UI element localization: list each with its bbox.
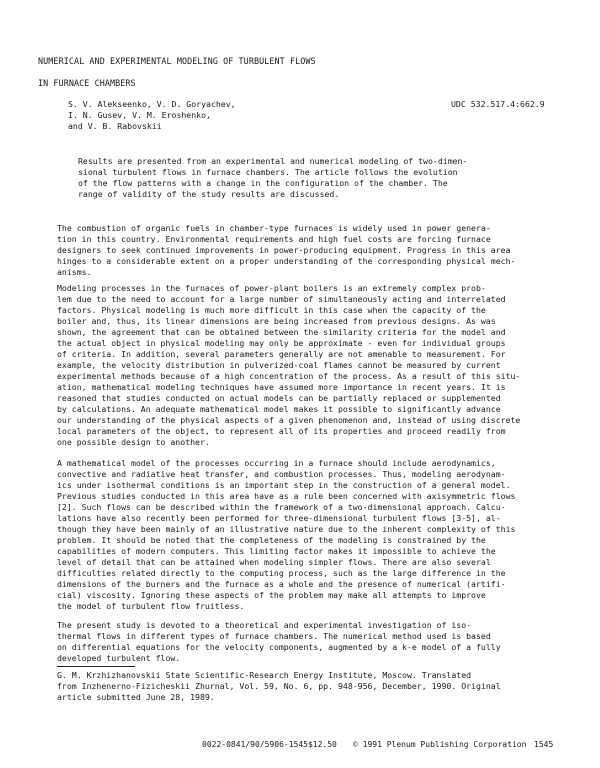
abstract	[78, 156, 467, 200]
body-line: Modeling processes in the furnaces of power-plant boilers is an extremely complex prob-	[57, 283, 486, 293]
body-line: boiler and, thus, its linear dimensions are being increased from previous designs. As was	[57, 316, 496, 326]
body-line: though they have been mainly of an illustrative nature due to the inherent complexity of this	[57, 524, 516, 534]
body-line: anisms.	[57, 267, 92, 277]
body-line: designers to seek continued improvements in power-producing equipment. Progress in this area	[57, 245, 511, 255]
abstract-line: range of validity of the study results are discussed.	[78, 189, 340, 199]
page-number: 1545	[534, 740, 554, 749]
footnote-rule	[57, 666, 135, 667]
body-line: reasoned that studies conducted on actual models can be partially replaced or supplemented	[57, 393, 501, 403]
body-line: hinges to a considerable extent on a proper understanding of the corresponding physical mech-	[57, 256, 516, 266]
body-line: thermal flows in different types of furnace chambers. The numerical method used is based	[57, 631, 491, 641]
body-line: one possible design to another.	[57, 437, 210, 447]
body-line: local parameters of the object, to represent all of its properties and proceed readily from	[57, 426, 506, 436]
article-title-line-1: NUMERICAL AND EXPERIMENTAL MODELING OF TURBULENT FLOWS	[38, 56, 316, 66]
body-line: ation, mathematical modeling techniques have assumed more importance in recent years. It is	[57, 382, 506, 392]
body-paragraph-1	[57, 223, 562, 278]
body-paragraph-2	[57, 283, 562, 448]
body-line: lem due to the need to account for a large number of simultaneously acting and interrelated	[57, 294, 506, 304]
body-line: A mathematical model of the processes occurring in a furnace should include aerodynamics,	[57, 458, 496, 468]
article-title-line-2: IN FURNACE CHAMBERS	[38, 78, 136, 88]
body-line: developed turbulent flow.	[57, 653, 181, 663]
body-paragraph-3	[57, 458, 562, 612]
body-line: lations have also recently been performed for three-dimensional turbulent flows [3-5], al-	[57, 513, 501, 523]
body-line: The combustion of organic fuels in chamber-type furnaces is widely used in power genera-	[57, 223, 491, 233]
body-line: ics under isothermal conditions is an important step in the construction of a general model.	[57, 480, 511, 490]
body-line: cial) viscosity. Ignoring these aspects of the problem may make all attempts to improve	[57, 590, 486, 600]
body-line: tion in this country. Environmental requirements and high fuel costs are forcing furnace	[57, 234, 491, 244]
body-line: The present study is devoted to a theoretical and experimental investigation of iso-	[57, 620, 472, 630]
udc-code: UDC 532.517.4:662.9	[451, 99, 545, 109]
body-line: capabilities of modern computers. This limiting factor makes it impossible to achieve the	[57, 546, 496, 556]
body-line: of criteria. In addition, several parameters generally are not amenable to measurement. For	[57, 349, 506, 359]
author-line: I. N. Gusev, V. M. Eroshenko,	[68, 110, 211, 120]
abstract-line: Results are presented from an experimental and numerical modeling of two-dimen-	[78, 156, 468, 166]
body-line: factors. Physical modeling is much more difficult in this case when the capacity of the	[57, 305, 486, 315]
body-paragraph-4	[57, 620, 562, 664]
body-line: dimensions of the burners and the furnace as a whole and the presence of numerical (artifi-	[57, 579, 506, 589]
abstract-line: sional turbulent flows in furnace chambers. The article follows the evolution	[78, 167, 458, 177]
abstract-line: of the flow patterns with a change in the configuration of the chamber. The	[78, 178, 448, 188]
body-line: Previous studies conducted in this area have as a rule been concerned with axisymmetric flows	[57, 491, 516, 501]
footnote-line: G. M. Krzhizhanovskii State Scientific-Research Energy Institute, Moscow. Translated	[57, 670, 472, 680]
body-line: our understanding of the physical aspects of a given phenomenon and, instead of using discrete	[57, 415, 521, 425]
body-line: [2]. Such flows can be described within the framework of a two-dimensional approach. Calcu-	[57, 502, 506, 512]
footer-code: 0022-0841/90/5906-1545$12.50	[202, 740, 337, 749]
body-line: shown, the agreement that can be obtained between the similarity criteria for the model and	[57, 327, 506, 337]
body-line: on differential equations for the velocity components, augmented by a k-e model of a fully	[57, 642, 501, 652]
footnote-line: from Inzhenerno-Fizicheskii Zhurnal, Vol. 59, No. 6, pp. 948-956, December, 1990. Original	[57, 681, 501, 691]
body-line: level of detail that can be attained when modeling simpler flows. There are also several	[57, 557, 491, 567]
author-list	[68, 99, 236, 132]
body-line: difficulties related directly to the computing process, such as the large difference in the	[57, 568, 506, 578]
author-line: S. V. Alekseenko, V. D. Goryachev,	[68, 99, 236, 109]
footer-publisher: © 1991 Plenum Publishing Corporation	[353, 740, 527, 749]
body-line: convective and radiative heat transfer, and combustion processes. Thus, modeling aerodynam-	[57, 469, 506, 479]
body-line: by calculations. An adequate mathematical model makes it possible to significantly advance	[57, 404, 501, 414]
body-line: experimental methods because of a high concentration of the process. As a result of this situ-	[57, 371, 521, 381]
body-line: the actual object in physical modeling may only be approximate - even for individual groups	[57, 338, 506, 348]
body-line: example, the velocity distribution in pulverized-coal flames cannot be measured by current	[57, 360, 501, 370]
body-line: problem. It should be noted that the completeness of the modeling is constrained by the	[57, 535, 486, 545]
footnote	[57, 670, 562, 703]
author-line: and V. B. Rabovskii	[68, 121, 162, 131]
footnote-line: article submitted June 28, 1989.	[57, 692, 215, 702]
body-line: the model of turbulent flow fruitless.	[57, 601, 245, 611]
